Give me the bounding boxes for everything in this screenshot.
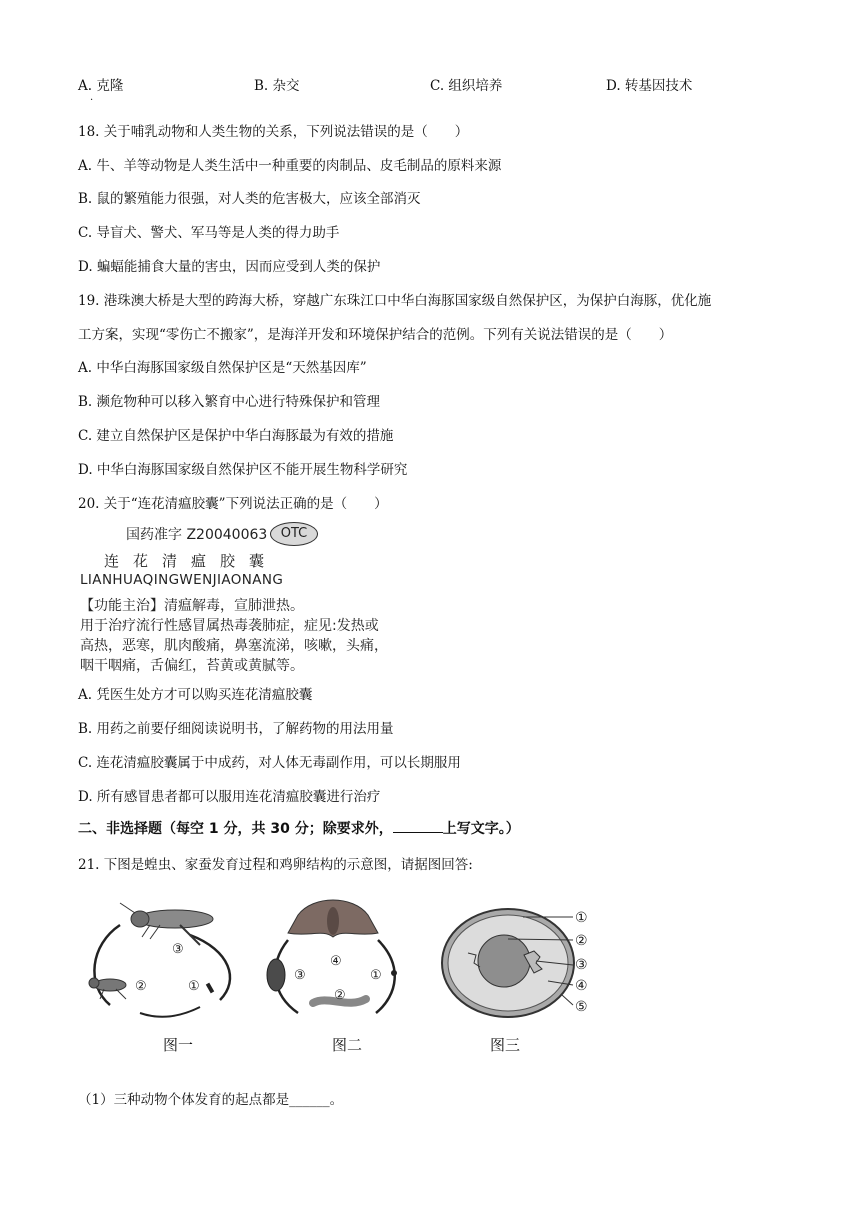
answer-blank-line <box>393 820 443 833</box>
q20-option-b: B. 用药之前要仔细阅读说明书，了解药物的用法用量 <box>78 721 394 737</box>
fig3-mark-5: ⑤ <box>575 999 588 1015</box>
medicine-function-line1: 【功能主治】清瘟解毒，宣肺泄热。 <box>80 598 304 614</box>
nymph-locust-icon <box>89 978 126 999</box>
figure2-silkworm-diagram <box>258 895 418 1025</box>
fig2-mark-3: ③ <box>294 968 306 983</box>
fig3-mark-3: ③ <box>575 957 588 973</box>
medicine-function-line3: 高热，恶寒，肌肉酸痛，鼻塞流涕，咳嗽，头痛， <box>80 638 388 654</box>
cycle-arrow-left <box>94 925 120 1005</box>
silkworm-egg-icon <box>391 970 397 976</box>
q19-stem-line2: 工方案，实现“零伤亡不搬家”，是海洋开发和环境保护结合的范例。下列有关说法错误的是（ ） <box>78 327 673 343</box>
q18-option-a: A. 牛、羊等动物是人类生活中一种重要的肉制品、皮毛制品的原料来源 <box>78 158 502 174</box>
q19-option-c: C. 建立自然保护区是保护中华白海豚最为有效的措施 <box>78 428 394 444</box>
medicine-function-line4: 咽干咽痛，舌偏红，苔黄或黄腻等。 <box>80 658 304 674</box>
otc-badge: OTC <box>270 522 318 546</box>
pupa-icon <box>267 959 285 991</box>
medicine-approval-number: 国药准字 Z20040063 <box>126 527 268 543</box>
figure3-caption: 图三 <box>490 1036 521 1054</box>
medicine-pinyin: LIANHUAQINGWENJIAONANG <box>80 572 284 588</box>
medicine-function-line2: 用于治疗流行性感冒属热毒袭肺症，症见:发热或 <box>80 618 379 634</box>
fig1-mark-1: ① <box>188 979 200 994</box>
q21-sub1: （1）三种动物个体发育的起点都是______。 <box>78 1092 344 1108</box>
fig3-mark-1: ① <box>575 910 588 926</box>
q19-option-b: B. 濒危物种可以移入繁育中心进行特殊保护和管理 <box>78 394 381 410</box>
silkmoth-icon <box>288 900 378 937</box>
fig3-mark-2: ② <box>575 933 588 949</box>
q20-option-d: D. 所有感冒患者都可以服用连花清瘟胶囊进行治疗 <box>78 789 381 805</box>
q17-option-a-dot: . <box>90 92 94 103</box>
q21-stem: 21. 下图是蝗虫、家蚕发育过程和鸡卵结构的示意图，请据图回答: <box>78 857 473 873</box>
fig2-mark-2: ② <box>334 988 346 1003</box>
egg-pod-icon <box>206 983 214 994</box>
fig2-mark-1: ① <box>370 968 382 983</box>
q19-option-d: D. 中华白海豚国家级自然保护区不能开展生物科学研究 <box>78 462 408 478</box>
section2-heading-pre: 二、非选择题（每空 1 分，共 30 分；除要求外， <box>78 821 393 837</box>
q18-option-c: C. 导盲犬、警犬、军马等是人类的得力助手 <box>78 225 340 241</box>
figure2-caption: 图二 <box>332 1036 363 1054</box>
q20-stem: 20. 关于“连花清瘟胶囊”下列说法正确的是（ ） <box>78 496 388 512</box>
fig2-mark-4: ④ <box>330 954 342 969</box>
q20-option-a: A. 凭医生处方才可以购买连花清瘟胶囊 <box>78 687 313 703</box>
q19-option-a: A. 中华白海豚国家级自然保护区是“天然基因库” <box>78 360 367 376</box>
q17-option-b: B. 杂交 <box>254 78 300 94</box>
q20-option-c: C. 连花清瘟胶囊属于中成药，对人体无毒副作用，可以长期服用 <box>78 755 461 771</box>
q18-option-d: D. 蝙蝠能捕食大量的害虫，因而应受到人类的保护 <box>78 259 381 275</box>
cycle-arrow-bottom <box>140 1007 200 1017</box>
q18-option-b: B. 鼠的繁殖能力很强，对人类的危害极大，应该全部消灭 <box>78 191 421 207</box>
fig1-mark-2: ② <box>135 979 147 994</box>
q17-option-d: D. 转基因技术 <box>606 78 693 94</box>
q17-option-c: C. 组织培养 <box>430 78 503 94</box>
q18-stem: 18. 关于哺乳动物和人类生物的关系，下列说法错误的是（ ） <box>78 124 469 140</box>
figure3-egg-diagram <box>438 895 598 1025</box>
q17-option-a: A. 克隆 <box>78 78 124 94</box>
medicine-name: 连花清瘟胶囊 <box>104 552 279 570</box>
section2-heading-post: 上写文字。） <box>442 821 520 837</box>
yolk <box>478 935 530 987</box>
q19-stem-line1: 19. 港珠澳大桥是大型的跨海大桥，穿越广东珠江口中华白海豚国家级自然保护区，为保护白海豚，优化施 <box>78 293 712 309</box>
fig3-mark-4: ④ <box>575 978 588 994</box>
fig1-mark-3: ③ <box>172 942 184 957</box>
section2-heading <box>78 818 520 838</box>
leader-line-5 <box>562 995 573 1005</box>
figure1-locust-diagram <box>80 895 260 1025</box>
medicine-function-text <box>80 596 388 676</box>
figure1-caption: 图一 <box>163 1036 194 1054</box>
